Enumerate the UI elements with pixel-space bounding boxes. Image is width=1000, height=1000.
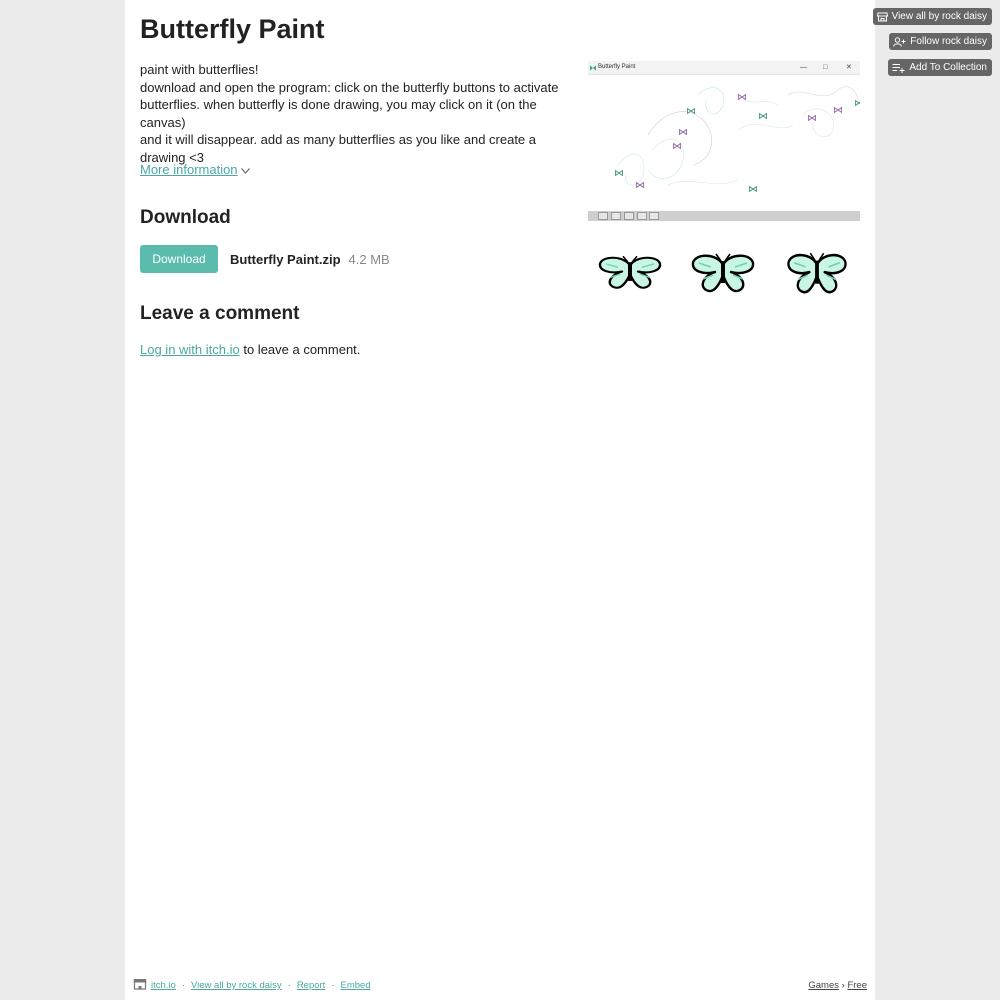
footer-links (133, 978, 371, 993)
footer-separator: · (331, 980, 335, 991)
game-description (140, 61, 580, 166)
butterfly-tool-icon (611, 212, 621, 220)
download-file-size: 4.2 MB (348, 251, 390, 267)
mini-butterfly-icon (760, 114, 767, 119)
game-page (125, 0, 875, 1000)
screenshot-window-title: Butterfly Paint (598, 64, 636, 70)
description-line: and it will disappear. add as many butterflies as you like and create a drawing <3 (140, 132, 537, 165)
butterfly-tool-icon (649, 212, 659, 220)
view-all-label: View all by rock daisy (891, 11, 987, 22)
description-line: paint with butterflies! (140, 62, 259, 77)
user-plus-icon (893, 37, 906, 47)
mini-butterfly-icon (835, 108, 842, 113)
paint-canvas (588, 75, 860, 211)
butterfly-tool-icon (598, 212, 608, 220)
add-list-icon (892, 63, 905, 73)
description-line: download and open the program: click on the butterfly buttons to activate (140, 79, 559, 95)
butterfly-sprites-image[interactable] (588, 235, 860, 303)
view-all-by-author-button[interactable] (873, 8, 992, 25)
butterfly-sprite (788, 253, 845, 292)
mini-butterfly-icon (750, 187, 757, 192)
login-link[interactable]: Log in with itch.io (140, 342, 240, 357)
chevron-down-icon (241, 165, 250, 177)
mini-butterfly-icon (674, 144, 681, 149)
close-icon: ✕ (846, 64, 852, 71)
comment-suffix: to leave a comment. (239, 342, 361, 357)
minimize-icon: — (800, 64, 807, 71)
footer-itchio-link[interactable]: itch.io (151, 980, 176, 991)
add-collection-label: Add To Collection (909, 62, 987, 73)
comment-prompt (140, 342, 360, 357)
footer (133, 978, 867, 994)
screenshot-toolbar (588, 211, 860, 221)
follow-label: Follow rock daisy (910, 36, 987, 47)
download-heading: Download (140, 207, 231, 228)
mini-butterfly-icon (680, 130, 687, 135)
footer-separator: · (181, 980, 185, 991)
breadcrumb-separator: › (841, 980, 845, 991)
footer-view-all-link[interactable]: View all by rock daisy (191, 980, 282, 991)
footer-embed-link[interactable]: Embed (340, 980, 371, 991)
breadcrumb-games-link[interactable]: Games (808, 980, 839, 991)
store-icon (877, 12, 888, 22)
game-screenshot[interactable] (588, 61, 860, 222)
breadcrumb (808, 980, 867, 991)
comment-heading: Leave a comment (140, 303, 300, 324)
add-to-collection-button[interactable] (888, 59, 992, 76)
screenshot-titlebar (588, 61, 860, 75)
mini-butterfly-icon (637, 183, 644, 188)
mini-butterfly-icon (809, 116, 816, 121)
more-information-toggle[interactable] (140, 162, 250, 177)
butterfly-tool-icon (637, 212, 647, 220)
download-button[interactable]: Download (140, 245, 218, 273)
download-file-name: Butterfly Paint.zip (230, 251, 341, 267)
footer-separator: · (287, 980, 291, 991)
follow-author-button[interactable] (889, 33, 992, 50)
butterfly-sprite (693, 254, 753, 291)
footer-report-link[interactable]: Report (296, 980, 326, 991)
mini-butterfly-icon (616, 171, 623, 176)
butterfly-tool-icon (624, 212, 634, 220)
maximize-icon: □ (823, 64, 828, 71)
download-row (140, 245, 390, 273)
itchio-logo-icon[interactable] (133, 978, 147, 993)
more-information-label: More information (140, 162, 238, 177)
description-line: butterflies. when butterfly is done drawing, you may click on it (on the canvas) (140, 97, 537, 130)
butterfly-sprite (600, 256, 660, 288)
breadcrumb-free-link[interactable]: Free (847, 980, 867, 991)
page-title: Butterfly Paint (140, 14, 325, 44)
